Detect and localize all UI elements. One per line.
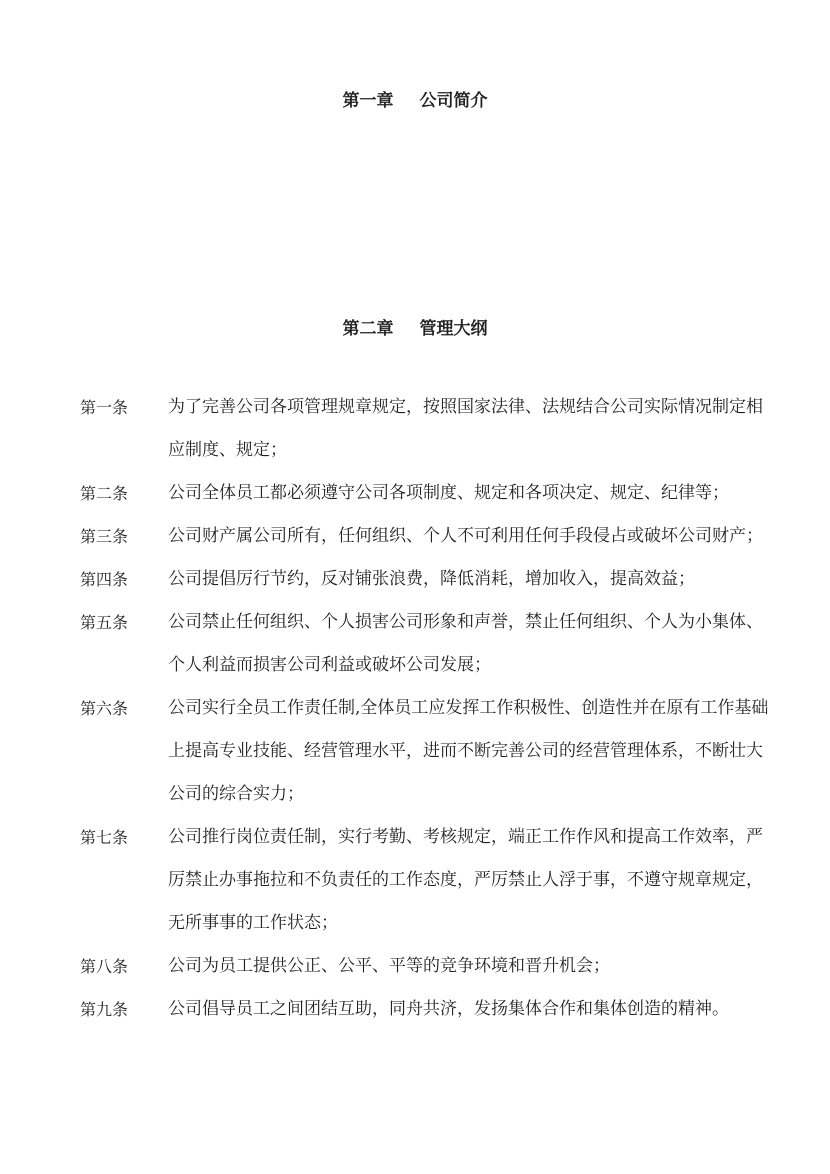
article-label: 第三条 [80,527,129,546]
article-text-line: 公司为员工提供公正、公平、平等的竞争环境和晋升机会； [168,956,610,976]
chapter-1-heading [0,91,830,111]
article-label: 第七条 [80,828,129,847]
article-text-line: 公司提倡厉行节约，反对铺张浪费，降低消耗，增加收入，提高效益； [168,569,695,589]
article-item [80,472,770,515]
article-text-line: 上提高专业技能、经营管理水平，进而不断完善公司的经营管理体系，不断壮大 [168,741,763,761]
article-item [80,515,770,558]
chapter-title: 管理大纲 [419,319,488,339]
article-text [168,515,770,558]
article-text-line: 为了完善公司各项管理规章规定，按照国家法律、法规结合公司实际情况制定相 [168,397,763,417]
article-label: 第四条 [80,570,129,589]
article-text [168,601,770,687]
article-item [80,386,770,472]
article-text-line: 个人利益而损害公司利益或破坏公司发展； [168,655,491,675]
chapter-title: 公司简介 [419,91,488,111]
chapter-2-heading [0,319,830,339]
article-text-line: 厉禁止办事拖拉和不负责任的工作态度，严厉禁止人浮于事，不遵守规章规定， [168,870,763,890]
article-text-line: 公司全体员工都必须遵守公司各项制度、规定和各项决定、规定、纪律等； [168,483,729,503]
article-text [168,816,770,945]
article-item [80,816,770,945]
article-label: 第九条 [80,1000,129,1019]
article-label: 第一条 [80,398,129,417]
article-text-line: 公司的综合实力； [168,784,304,804]
article-label: 第五条 [80,613,129,632]
article-text-line: 公司禁止任何组织、个人损害公司形象和声誉，禁止任何组织、个人为小集体、 [168,612,763,632]
article-label: 第二条 [80,484,129,503]
article-label: 第六条 [80,699,129,718]
article-list [80,386,770,1031]
article-item [80,988,770,1031]
article-text-line: 公司财产属公司所有，任何组织、个人不可利用任何手段侵占或破坏公司财产； [168,526,763,546]
article-text [168,386,770,472]
article-item [80,945,770,988]
article-label: 第八条 [80,957,129,976]
article-text-line: 公司倡导员工之间团结互助，同舟共济，发扬集体合作和集体创造的精神。 [168,999,729,1019]
article-text [168,472,770,515]
article-text-line: 无所事事的工作状态； [168,913,338,933]
article-text-line: 公司推行岗位责任制，实行考勤、考核规定，端正工作作风和提高工作效率，严 [168,827,763,847]
article-item [80,601,770,687]
article-item [80,687,770,816]
article-item [80,558,770,601]
chapter-number: 第二章 [342,319,394,339]
chapter-number: 第一章 [342,91,394,111]
article-text-line: 应制度、规定； [168,440,287,460]
article-text [168,558,770,601]
article-text-line: 公司实行全员工作责任制,全体员工应发挥工作积极性、创造性并在原有工作基础 [168,698,769,718]
article-text [168,945,770,988]
article-text [168,687,770,816]
article-text [168,988,770,1031]
